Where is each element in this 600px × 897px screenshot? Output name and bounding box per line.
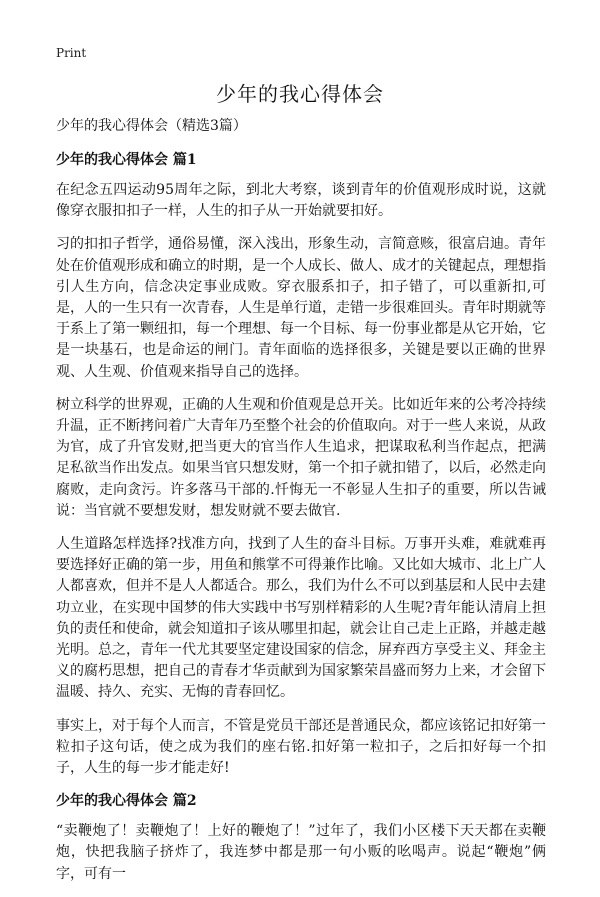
section-heading: 少年的我心得体会 篇2 <box>56 793 197 810</box>
paragraph: 在纪念五四运动95周年之际，到北大考察，谈到青年的价值观形成时说，这就像穿衣服扣扣子一样，人生的扣子从一开始就要扣好。 <box>56 182 546 220</box>
paragraph: 事实上，对于每个人而言，不管是党员干部还是普通民众，都应该铭记扣好第一粒扣子这句话，使之成为我们的座右铭.扣好第一粒扣子，之后扣好每一个扣子，人生的每一步才能走好! <box>56 717 546 777</box>
section-heading: 少年的我心得体会 篇1 <box>56 152 197 168</box>
print-link[interactable]: Print <box>56 46 87 60</box>
paragraph: 人生道路怎样选择?找准方向，找到了人生的奋斗目标。万事开头难，难就难再要选择好正确的第一步，用鱼和熊掌不可得兼作比喻。又比如大城市、北上广人人都喜欢，但并不是人人都适合。那么，我们为什么不可以到基层和人民中去建功立业，在实现中国梦的伟大实践中书写别样精彩的人生呢?青年能认清肩上担负的责任和使命，就会知道扣子该从哪里扣起，就会让自己走上正路，并越走越光明。总之，青年一代尤其要坚定建设国家的信念，屏弃西方享受主义、拜金主义的腐朽思想，把自己的青春才华贡献到为国家繁荣昌盛而努力上来，才会留下温暖、持久、充实、无悔的青春回忆。 <box>56 536 546 701</box>
document-body <box>56 116 546 897</box>
page-title: 少年的我心得体会 <box>216 82 384 106</box>
paragraph: 树立科学的世界观，正确的人生观和价值观是总开关。比如近年来的公考冷持续升温，正不断拷问着广大青年乃至整个社会的价值取向。对于一些人来说，从政为官，成了升官发财,把当更大的官当作人生追求，把谋取私利当作起点，把满足私欲当作出发点。如果当官只想发财，第一个扣子就扣错了，以后，必然走向腐败，走向贪污。许多落马干部的.忏悔无一不彰显人生扣子的重要，所以告诫说：当官就不要想发财，想发财就不要去做官. <box>56 396 546 519</box>
paragraph: 习的扣扣子哲学，通俗易懂，深入浅出，形象生动，言简意赅，很富启迪。青年处在价值观形成和确立的时期，是一个人成长、做人、成才的关键起点，理想指引人生方向，信念决定事业成败。穿衣服系扣子，扣子错了，可以重新扣,可是，人的一生只有一次青春，人生是单行道，走错一步很难回头。青年时期就等于系上了第一颗纽扣，每一个理想、每一个目标、每一份事业都是从它开始，它是一块基石，也是命运的闸门。青年面临的选择很多，关键是要以正确的世界观、人生观、价值观来指导自己的选择。 <box>56 236 546 380</box>
document-subtitle: 少年的我心得体会（精选3篇） <box>56 118 247 134</box>
paragraph: “卖鞭炮了！卖鞭炮了！上好的鞭炮了！”过年了，我们小区楼下天天都在卖鞭炮，快把我脑子挤炸了，我连梦中都是那一句小贩的吆喝声。说起“鞭炮”俩字，可有一 <box>56 823 546 882</box>
